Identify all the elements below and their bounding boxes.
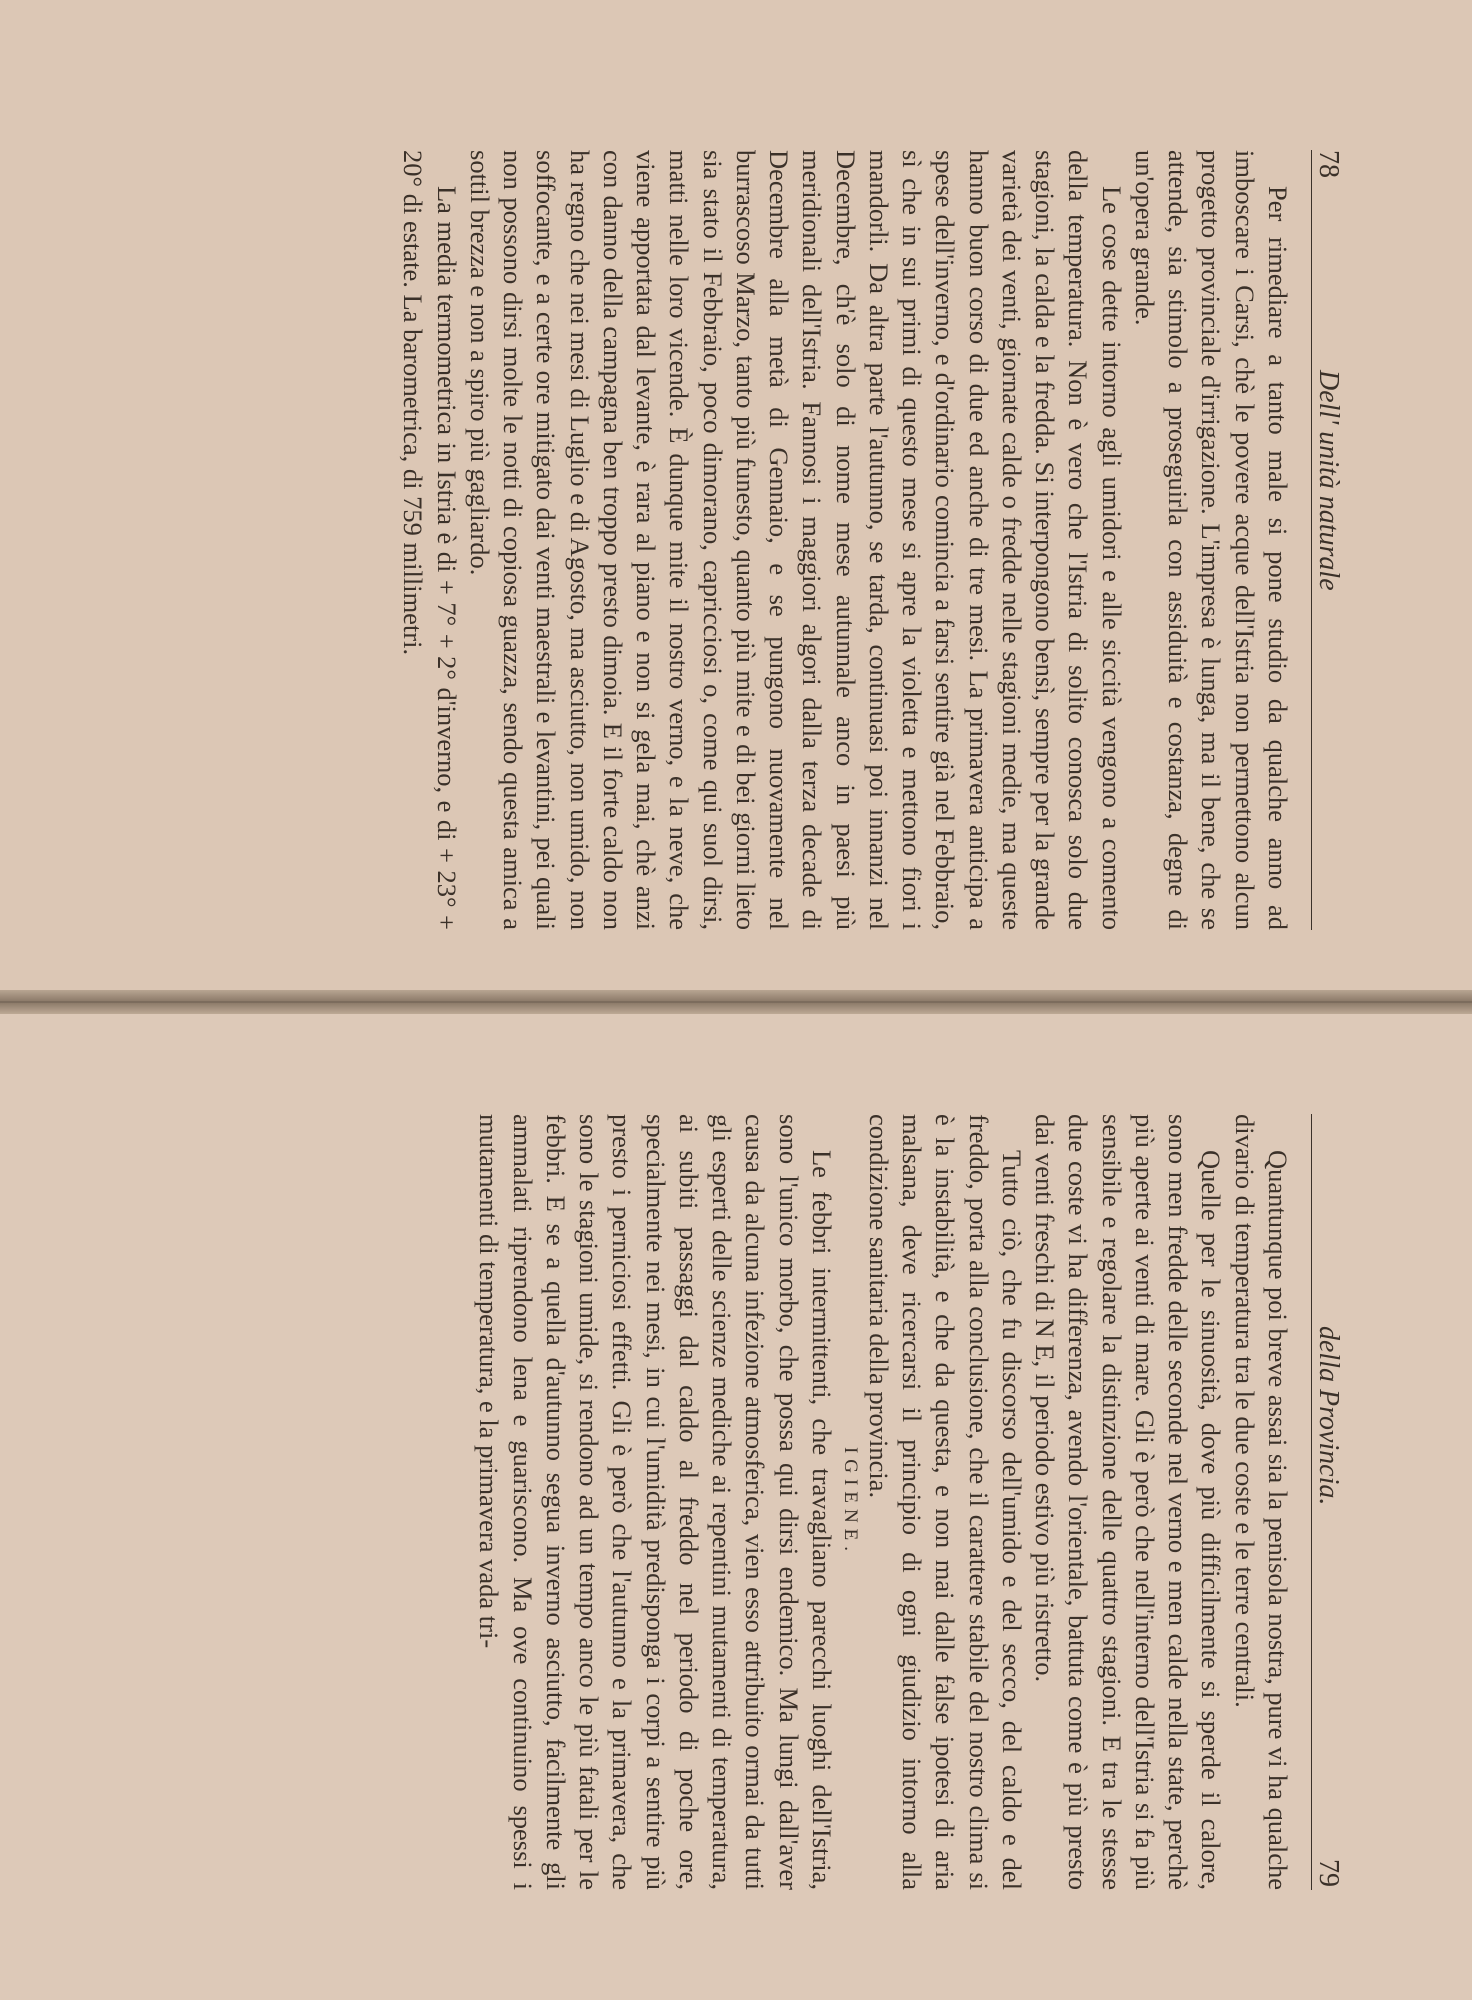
paragraph: Per rimediare a tanto male si pone studio da qualche anno ad imboscare i Carsi, chè le povere acque dell'Istria non permettono alcun progetto provinciale d'irrigazione. L'impresa è lunga, ma il bene, che se attende, sia stimolo a proseguirla con assiduità e costanza, degne di un'opera grande. [1130, 150, 1293, 930]
book-gutter [0, 990, 1472, 1014]
paragraph: Quantunque poi breve assai sia la penisola nostra, pure vi ha qualche divario di temperatura tra le due coste e le terre centrali. [1229, 1114, 1293, 1890]
left-running-title: Dell' unità naturale [1313, 370, 1344, 591]
left-page [0, 0, 1472, 990]
right-header-rule [1311, 1114, 1312, 1890]
paragraph: La media termometrica in Istria è di + 7° + 2° d'inverno, e di + 23° + 20° di estate. La barometrica, di 759 millimetri. [398, 150, 462, 930]
left-text-block [396, 150, 1294, 930]
left-header-rule [1311, 150, 1312, 930]
left-page-number: 78 [1313, 150, 1344, 178]
right-page-number: 79 [1313, 1859, 1344, 1887]
section-heading: IGIENE. [839, 1446, 861, 1558]
paragraph: Le febbri intermittenti, che travagliano parecchi luoghi dell'Istria, sono l'unico morbo, che possa qui dirsi endemico. Ma lungi dall'aver causa da alcuna infezione atmosferica, vien esso attribuito ormai da tutti gli esperti delle scienze mediche ai repentini mutamenti di temperatura, ai subiti passaggi dal caldo al freddo nel periodo di poche ore, specialmente nei mesi, in cui l'umidità predisponga i corpi a sentire più presto i perniciosi effetti. Gli è però che l'autunno e la primavera, che sono le stagioni umide, si rendono ad un tempo anco le più fatali per le febbri. E se a quella d'autunno segua inverno asciutto, facilmente gli ammalati riprendono lena e guariscono. Ma ove continuino spessi i mutamenti di temperatura, e la primavera vada tri- [474, 1114, 837, 1890]
paragraph: Le cose dette intorno agli umidori e alle siccità vengono a comento della temperatura. Non è vero che l'Istria di solito conosca solo due stagioni, la calda e la fredda. Si interpongono bensì, sempre per la grande varietà dei venti, giornate calde o fredde nelle stagioni medie, ma queste hanno buon corso di due ed anche di tre mesi. La primavera anticipa a spese dell'inverno, e d'ordinario comincia a farsi sentire già nel Febbraio, sì che in sui primi di questo mese si apre la violetta e mettono fiori i mandorli. Da altra parte l'autunno, se tarda, continuasi poi innanzi nel Decembre, ch'è solo di nome mese autunnale anco in paesi più meridionali dell'Istria. Fannosi i maggiori algori dalla terza decade di Decembre alla metà di Gennaio, e se pungono nuovamente nel burrascoso Marzo, tanto più funesto, quanto più mite e di bei giorni lieto sia stato il Febbraio, poco dimorano, capricciosi o, come qui suol dirsi, matti nelle loro vicende. È dunque mite il nostro verno, e la neve, che viene apportata dal levante, è rara al piano e non si gela mai, chè anzi con danno della campagna ben troppo presto dimoia. E il forte caldo non ha regno che nei mesi di Luglio e di Agosto, ma asciutto, non umido, non soffocante, e a certe ore mitigato dai venti maestrali e levantini, pei quali non possono dirsi molte le notti di copiosa guazza, sendo questa amica a sottil brezza e non a spiro più gagliardo. [465, 150, 1127, 930]
paragraph: Quelle per le sinuosità, dove più difficilmente si sperde il calore, sono men fredde delle seconde nel verno e men calde nella state, perchè più aperte ai venti di mare. Gli è però che nell'interno dell'Istria si fa più sensibile e regolare la distinzione delle quattro stagioni. E tra le stesse due coste vi ha differenza, avendo l'orientale, battuta come è più presto dai venti freschi di N E, il periodo estivo più ristretto. [1030, 1114, 1227, 1890]
left-running-head [1304, 0, 1344, 990]
right-text-block [472, 1114, 1294, 1890]
right-page [0, 1014, 1472, 2000]
right-running-title: della Provincia. [1313, 1326, 1344, 1506]
paragraph: Tutto ciò, che fu discorso dell'umido e del secco, del caldo e del freddo, porta alla conclusione, che il carattere stabile del nostro clima si è la instabilità, e che da questa, e non mai dalle false ipotesi di aria malsana, deve ricercarsi il principio di ogni giudizio intorno alla condizione sanitaria della provincia. [864, 1114, 1027, 1890]
right-running-head [1304, 1014, 1344, 2000]
